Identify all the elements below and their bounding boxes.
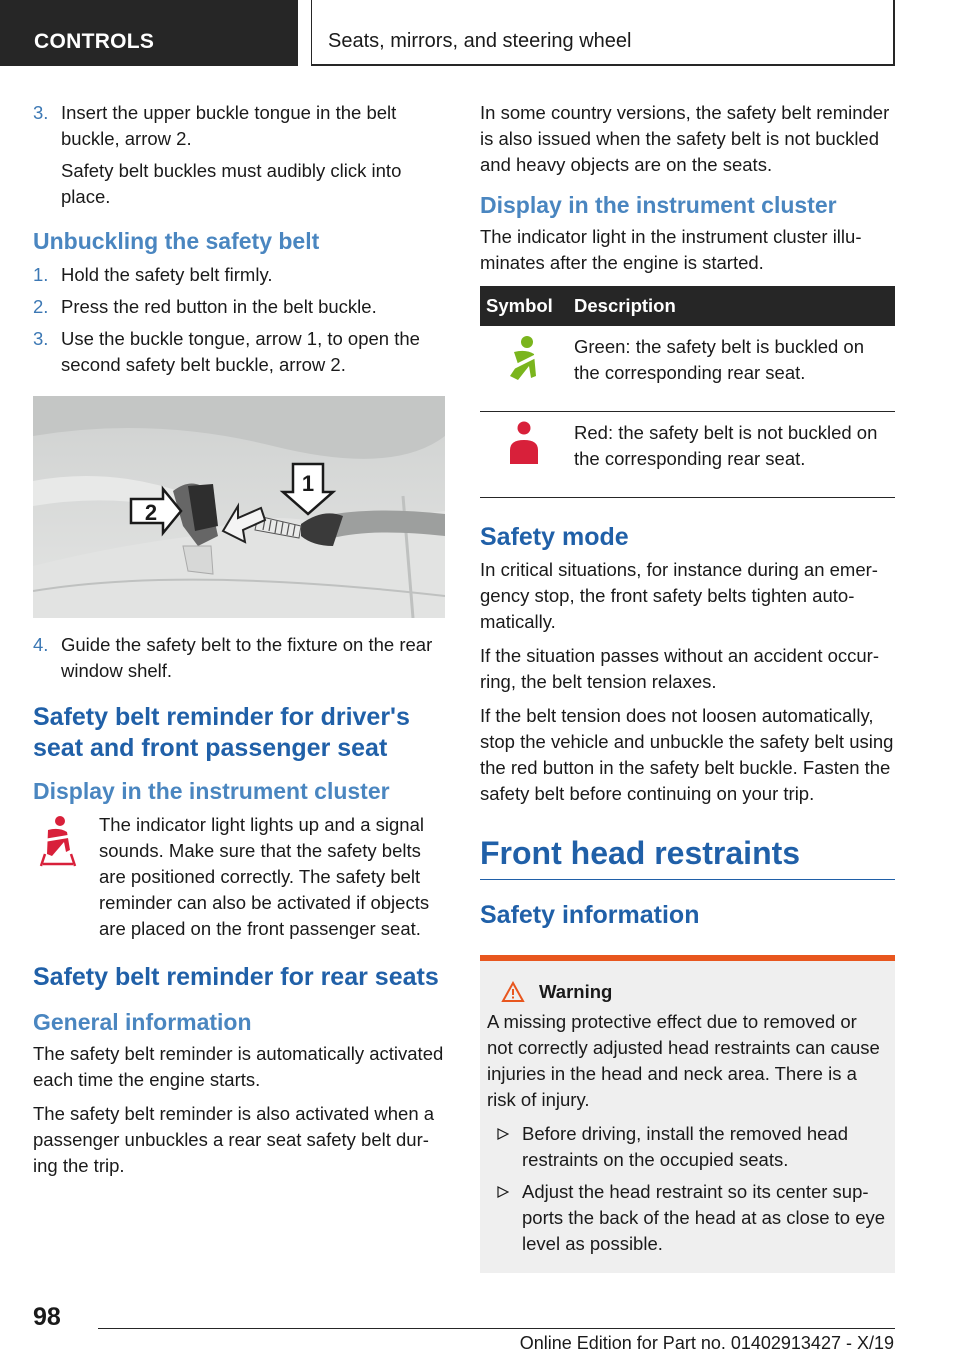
step-3-note: Safety belt buckles must audibly click into place. [61, 160, 402, 207]
page-number: 98 [33, 1303, 61, 1331]
step-number: 3. [33, 102, 49, 123]
display-heading-right: Display in the instrument cluster [480, 192, 837, 218]
footer-divider [98, 1328, 895, 1329]
right-column [480, 100, 895, 1273]
step-number: 2. [33, 296, 49, 317]
seatbelt-buckle-photo [33, 396, 445, 618]
description-cell: Green: the safety belt is buckled on the corresponding rear seat. [568, 326, 895, 412]
table-row [480, 412, 895, 498]
unbuckle-step-1 [33, 262, 445, 288]
safety-mode-p3: If the belt tension does not loosen automatically, stop the vehicle and unbuckle the safety belt using the red button in the safety belt buckle. Fasten the safety belt before continuing on your trip. [480, 705, 894, 804]
symbol-cell [480, 412, 568, 498]
step-text: Press the red button in the belt buckle. [61, 296, 377, 317]
seatbelt-buckled-green-icon [504, 334, 544, 386]
front-reminder-heading: Safety belt reminder for driver's seat and front passenger seat [33, 703, 410, 762]
display-heading-left: Display in the instrument cluster [33, 778, 390, 804]
step-number: 4. [33, 634, 49, 655]
bullet-triangle-icon [497, 1121, 509, 1147]
warning-bullet [487, 1121, 887, 1173]
description-cell: Red: the safety belt is not buckled on the corresponding rear seat. [568, 412, 895, 498]
warning-bullet [487, 1179, 887, 1257]
display-indicator-para [33, 812, 445, 942]
arrow-1-label: 1 [301, 471, 315, 496]
step-text: Hold the safety belt firmly. [61, 264, 273, 285]
bullet-text: Adjust the head restraint so its center supports the back of the head at as close to eye level as possible. [522, 1181, 886, 1254]
warning-label: Warning [539, 981, 613, 1002]
table-row [480, 326, 895, 412]
description-column-header: Description [568, 286, 895, 326]
symbol-table [480, 286, 895, 498]
table-header-row [480, 286, 895, 326]
display-cluster-text: The indicator light in the instrument cluster illuminates after the engine is started. [480, 226, 862, 273]
bullet-triangle-icon [497, 1179, 509, 1205]
section-tab [0, 0, 298, 66]
seatbelt-unbuckled-red-icon [504, 420, 544, 472]
step-text: Guide the safety belt to the fixture on the rear window shelf. [61, 634, 433, 681]
edition-footer: Online Edition for Part no. 01402913427 - X/19 [519, 1333, 894, 1353]
step-text: Use the buckle tongue, arrow 1, to open the second safety belt buckle, arrow 2. [61, 328, 420, 375]
unbuckling-heading: Unbuckling the safety belt [33, 228, 320, 254]
seatbelt-warning-icon [33, 814, 83, 872]
safety-mode-heading: Safety mode [480, 523, 629, 551]
rear-reminder-heading: Safety belt reminder for rear seats [33, 963, 439, 991]
general-info-p2: The safety belt reminder is also activated when a passenger unbuckles a rear seat safety belt during the trip. [33, 1103, 435, 1176]
country-version-text: In some country versions, the safety belt reminder is also issued when the safety belt is not buckled and heavy objects are on the seats. [480, 102, 890, 175]
general-info-heading: General information [33, 1009, 252, 1035]
warning-triangle-icon [501, 981, 525, 1003]
step-number: 3. [33, 328, 49, 349]
warning-text: A missing protective effect due to removed or not correctly adjusted head restraints can cause injuries in the head and neck area. There is a risk of injury. [487, 1011, 880, 1110]
display-indicator-text: The indicator light lights up and a signal sounds. Make sure that the safety belts are positioned correctly. The safety belt reminder can also be activated if objects are placed on the front passenger seat. [99, 814, 430, 939]
head-restraints-heading: Front head restraints [480, 833, 895, 880]
symbol-cell [480, 326, 568, 412]
warning-title [487, 981, 887, 1003]
step-number: 1. [33, 264, 49, 285]
section-title: CONTROLS [34, 30, 155, 53]
safety-mode-p2: If the situation passes without an accident occurring, the belt tension relaxes. [480, 645, 880, 692]
bullet-text: Before driving, install the removed head restraints on the occupied seats. [522, 1123, 848, 1170]
warning-box [480, 955, 895, 1273]
unbuckle-step-2 [33, 294, 445, 320]
page-header [0, 0, 960, 66]
step-text: Insert the upper buckle tongue in the belt buckle, arrow 2. [61, 102, 397, 149]
left-column [33, 100, 445, 1187]
symbol-column-header: Symbol [480, 286, 568, 326]
step-4 [33, 632, 445, 684]
general-info-p1: The safety belt reminder is automatically activated each time the engine starts. [33, 1043, 444, 1090]
chapter-title: Seats, mirrors, and steering wheel [328, 30, 632, 52]
safety-mode-p1: In critical situations, for instance during an emergency stop, the front safety belts tighten automatically. [480, 559, 878, 632]
unbuckle-step-3 [33, 326, 445, 378]
safety-info-heading: Safety information [480, 901, 700, 929]
chapter-tab [311, 0, 895, 66]
step-3 [33, 100, 445, 152]
rear-seat-illustration [33, 396, 445, 618]
arrow-2-label: 2 [144, 500, 158, 525]
